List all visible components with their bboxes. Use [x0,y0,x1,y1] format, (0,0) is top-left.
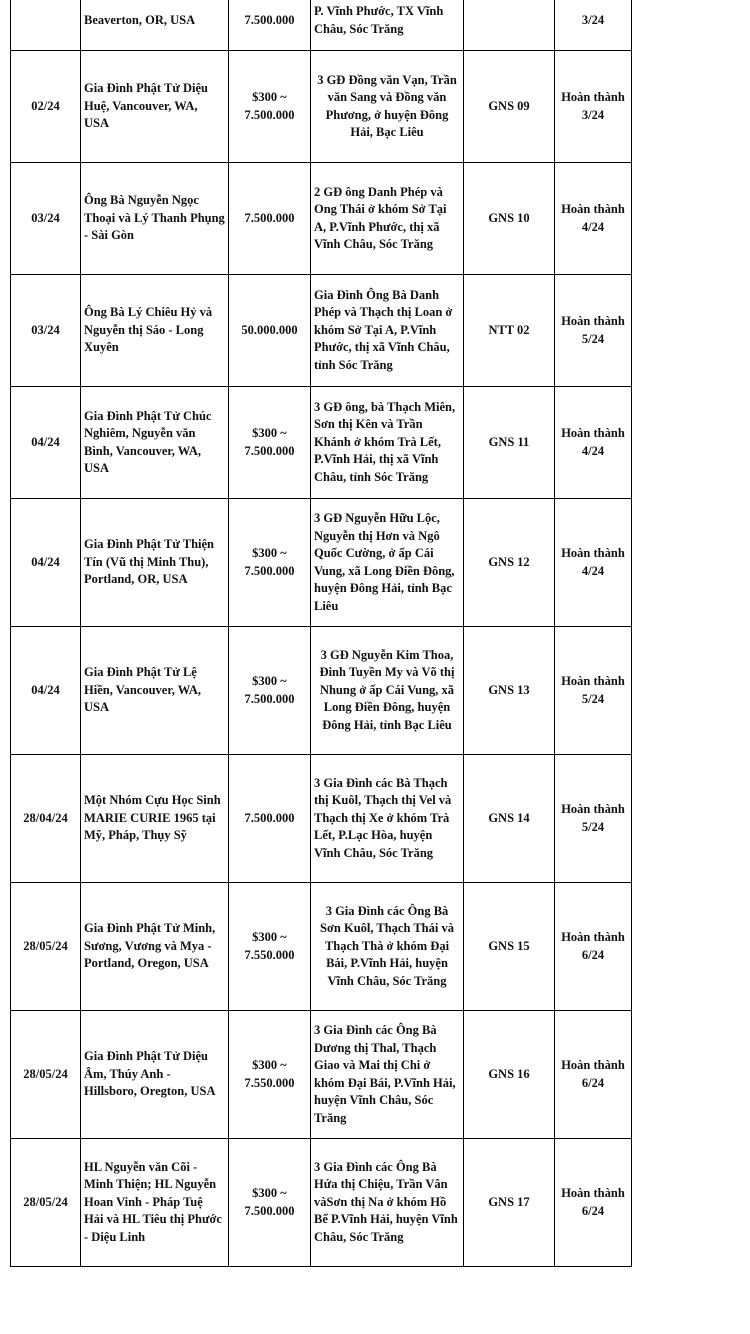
status-cell: Hoàn thành 6/24 [555,1011,632,1139]
donation-table [10,0,718,1267]
date-cell: 04/24 [11,627,81,755]
blank-cell [632,627,718,755]
date-cell [11,0,81,51]
table-row [11,883,718,1011]
status-cell: Hoàn thành 5/24 [555,627,632,755]
recipient-cell: 3 GĐ Đồng văn Vạn, Trần văn Sang và Đồng văn Phương, ở huyện Đông Hải, Bạc Liêu [311,51,464,163]
code-cell: GNS 10 [464,163,555,275]
status-cell: Hoàn thành 4/24 [555,387,632,499]
status-cell: Hoàn thành 3/24 [555,51,632,163]
recipient-cell: P. Vĩnh Phước, TX Vĩnh Châu, Sóc Trăng [311,0,464,51]
amount-cell: 50.000.000 [229,275,311,387]
table-row [11,163,718,275]
date-cell: 04/24 [11,387,81,499]
donor-cell: Gia Đình Phật Tử Minh, Sương, Vương và Mya - Portland, Oregon, USA [81,883,229,1011]
blank-cell [632,275,718,387]
date-cell: 28/04/24 [11,755,81,883]
blank-cell [632,1139,718,1267]
date-cell: 04/24 [11,499,81,627]
donor-cell: Ông Bà Lý Chiêu Hỷ và Nguyễn thị Sáo - Long Xuyên [81,275,229,387]
code-cell: GNS 13 [464,627,555,755]
code-cell: GNS 12 [464,499,555,627]
status-cell: Hoàn thành 6/24 [555,883,632,1011]
recipient-cell: 2 GĐ ông Danh Phép và Ong Thái ở khóm Sở Tại A, P.Vĩnh Phước, thị xã Vĩnh Châu, Sóc Trăng [311,163,464,275]
amount-cell: $300 ~ 7.500.000 [229,1139,311,1267]
blank-cell [632,883,718,1011]
blank-cell [632,51,718,163]
table-row [11,275,718,387]
blank-cell [632,163,718,275]
blank-cell [632,755,718,883]
blank-cell [632,387,718,499]
status-cell: Hoàn thành 4/24 [555,499,632,627]
code-cell: GNS 16 [464,1011,555,1139]
recipient-cell: 3 Gia Đình các Ông Bà Sơn Kuôl, Thạch Thái và Thạch Thà ở khóm Đại Bái, P.Vĩnh Hải, huyện Vĩnh Châu, Sóc Trăng [311,883,464,1011]
date-cell: 28/05/24 [11,1139,81,1267]
table-row [11,499,718,627]
donor-cell: Gia Đình Phật Tử Diệu Âm, Thúy Anh - Hillsboro, Oregton, USA [81,1011,229,1139]
table-row [11,1011,718,1139]
code-cell [464,0,555,51]
donor-cell: Gia Đình Phật Tử Lệ Hiền, Vancouver, WA, USA [81,627,229,755]
amount-cell: 7.500.000 [229,0,311,51]
donor-cell: Gia Đình Phật Tử Diệu Huệ, Vancouver, WA, USA [81,51,229,163]
table-row [11,755,718,883]
amount-cell: $300 ~ 7.550.000 [229,883,311,1011]
donor-cell: Ông Bà Nguyễn Ngọc Thoại và Lý Thanh Phụng - Sài Gòn [81,163,229,275]
date-cell: 28/05/24 [11,1011,81,1139]
donor-cell: Gia Đình Phật Tử Chúc Nghiêm, Nguyễn văn Bình, Vancouver, WA, USA [81,387,229,499]
code-cell: GNS 15 [464,883,555,1011]
status-cell: Hoàn thành 5/24 [555,755,632,883]
recipient-cell: Gia Đình Ông Bà Danh Phép và Thạch thị Loan ở khóm Sở Tại A, P.Vĩnh Phước, thị xã Vĩnh Châu, tỉnh Sóc Trăng [311,275,464,387]
donor-cell: Một Nhóm Cựu Học Sinh MARIE CURIE 1965 tại Mỹ, Pháp, Thụy Sỹ [81,755,229,883]
amount-cell: $300 ~ 7.550.000 [229,1011,311,1139]
amount-cell: 7.500.000 [229,755,311,883]
table-row [11,1139,718,1267]
status-cell: 3/24 [555,0,632,51]
code-cell: GNS 11 [464,387,555,499]
status-cell: Hoàn thành 6/24 [555,1139,632,1267]
donor-cell: Beaverton, OR, USA [81,0,229,51]
donor-cell: HL Nguyễn văn Cõi - Minh Thiện; HL Nguyễn Hoan Vinh - Pháp Tuệ Hải và HL Tiêu thị Phước - Diệu Linh [81,1139,229,1267]
date-cell: 02/24 [11,51,81,163]
status-cell: Hoàn thành 5/24 [555,275,632,387]
code-cell: GNS 17 [464,1139,555,1267]
date-cell: 03/24 [11,275,81,387]
table-row [11,387,718,499]
table-row [11,0,718,51]
table-row [11,51,718,163]
code-cell: GNS 09 [464,51,555,163]
code-cell: NTT 02 [464,275,555,387]
recipient-cell: 3 GĐ Nguyễn Hữu Lộc, Nguyễn thị Hơn và Ngô Quốc Cường, ở ấp Cái Vung, xã Long Điền Đông, huyện Đông Hải, tỉnh Bạc Liêu [311,499,464,627]
amount-cell: $300 ~ 7.500.000 [229,627,311,755]
date-cell: 03/24 [11,163,81,275]
amount-cell: $300 ~ 7.500.000 [229,499,311,627]
recipient-cell: 3 Gia Đình các Ông Bà Dương thị Thal, Thạch Giao và Mai thị Chi ở khóm Đại Bái, P.Vĩnh Hải, huyện Vĩnh Châu, Sóc Trăng [311,1011,464,1139]
recipient-cell: 3 GĐ Nguyễn Kim Thoa, Đinh Tuyền My và Võ thị Nhung ở ấp Cái Vung, xã Long Điền Đông, huyện Đông Hải, tỉnh Bạc Liêu [311,627,464,755]
code-cell: GNS 14 [464,755,555,883]
status-cell: Hoàn thành 4/24 [555,163,632,275]
table-row [11,627,718,755]
blank-cell [632,499,718,627]
amount-cell: $300 ~ 7.500.000 [229,387,311,499]
amount-cell: $300 ~ 7.500.000 [229,51,311,163]
amount-cell: 7.500.000 [229,163,311,275]
recipient-cell: 3 GĐ ông, bà Thạch Miên, Sơn thị Kên và Trần Khánh ở khóm Trà Lết, P.Vĩnh Hải, thị xã Vĩnh Châu, tỉnh Sóc Trăng [311,387,464,499]
blank-cell [632,0,718,51]
recipient-cell: 3 Gia Đình các Bà Thạch thị Kuôl, Thạch thị Vel và Thạch thị Xe ở khóm Trà Lết, P.Lạc Hòa, huyện Vĩnh Châu, Sóc Trăng [311,755,464,883]
blank-cell [632,1011,718,1139]
donor-cell: Gia Đình Phật Tử Thiện Tín (Vũ thị Minh Thu), Portland, OR, USA [81,499,229,627]
date-cell: 28/05/24 [11,883,81,1011]
recipient-cell: 3 Gia Đình các Ông Bà Hứa thị Chiệu, Trần Vân vàSơn thị Na ở khóm Hồ Bể P.Vĩnh Hải, huyện Vĩnh Châu, Sóc Trăng [311,1139,464,1267]
